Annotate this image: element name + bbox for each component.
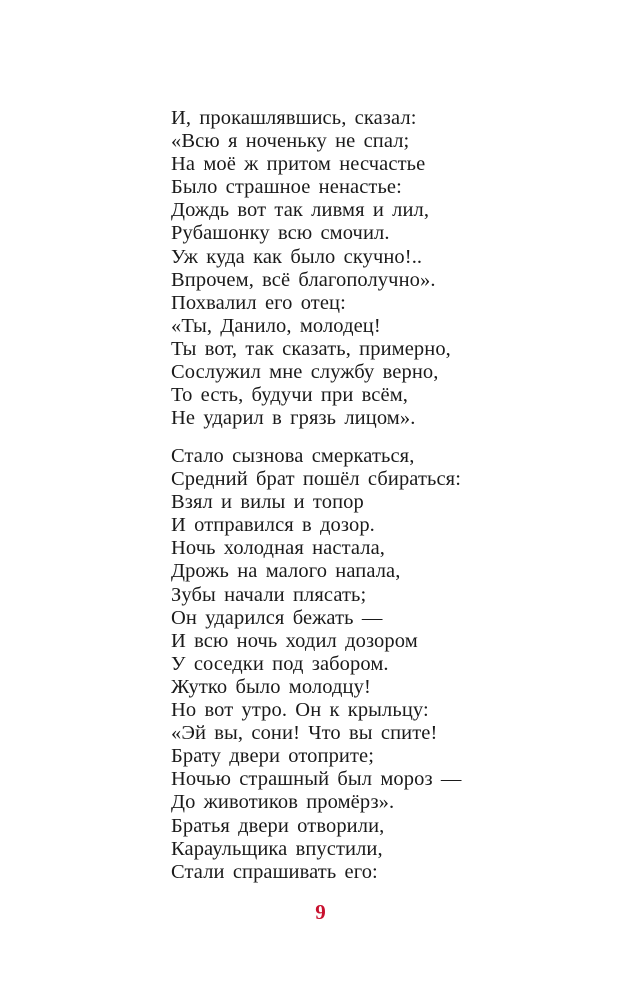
- poem-line: У соседки под забором.: [171, 652, 389, 675]
- poem-line: Жутко было молодцу!: [171, 675, 371, 698]
- poem-line: Он ударился бежать —: [171, 606, 383, 629]
- poem-line: Рубашонку всю смочил.: [171, 222, 390, 245]
- poem-line: Похвалил его отец:: [171, 291, 346, 314]
- poem-line: И всю ночь ходил дозором: [171, 629, 418, 652]
- poem-line: Дрожь на малого напала,: [171, 560, 401, 583]
- poem-line: «Всю я ноченьку не спал;: [171, 130, 410, 153]
- poem-line: До животиков промёрз».: [171, 791, 395, 814]
- poem-line: «Ты, Данило, молодец!: [171, 314, 381, 337]
- poem-line: Зубы начали плясать;: [171, 583, 367, 606]
- poem-line: То есть, будучи при всём,: [171, 384, 408, 407]
- poem-line: Не ударил в грязь лицом».: [171, 407, 416, 430]
- poem-line: «Эй вы, сони! Что вы спите!: [171, 722, 438, 745]
- poem-line: Ночью страшный был мороз —: [171, 768, 462, 791]
- poem-line: Сослужил мне службу верно,: [171, 361, 439, 384]
- poem-line: Ночь холодная настала,: [171, 537, 386, 560]
- poem-line: Стали спрашивать его:: [171, 860, 378, 883]
- poem-line: Ты вот, так сказать, примерно,: [171, 337, 451, 360]
- poem-line: Братья двери отворили,: [171, 814, 385, 837]
- poem-line: Впрочем, всё благополучно».: [171, 268, 436, 291]
- poem-line: Было страшное ненастье:: [171, 176, 402, 199]
- poem-line: Средний брат пошёл сбираться:: [171, 468, 462, 491]
- poem-line: Караульщика впустили,: [171, 837, 383, 860]
- poem-line: Стало сызнова смеркаться,: [171, 445, 415, 467]
- poem-line: На моё ж притом несчастье: [171, 153, 426, 176]
- poem-line: Уж куда как было скучно!..: [171, 245, 423, 268]
- poem-line: Дождь вот так ливмя и лил,: [171, 199, 430, 222]
- poem-line: И отправился в дозор.: [171, 514, 375, 537]
- page-number: 9: [315, 900, 326, 924]
- stanza-1: [171, 107, 451, 430]
- poem-line: Взял и вилы и топор: [171, 491, 364, 514]
- poem-line: Брату двери отоприте;: [171, 745, 375, 768]
- stanza-2: [171, 445, 462, 884]
- poem-line: И, прокашлявшись, сказал:: [171, 107, 417, 129]
- poem-line: Но вот утро. Он к крыльцу:: [171, 699, 429, 722]
